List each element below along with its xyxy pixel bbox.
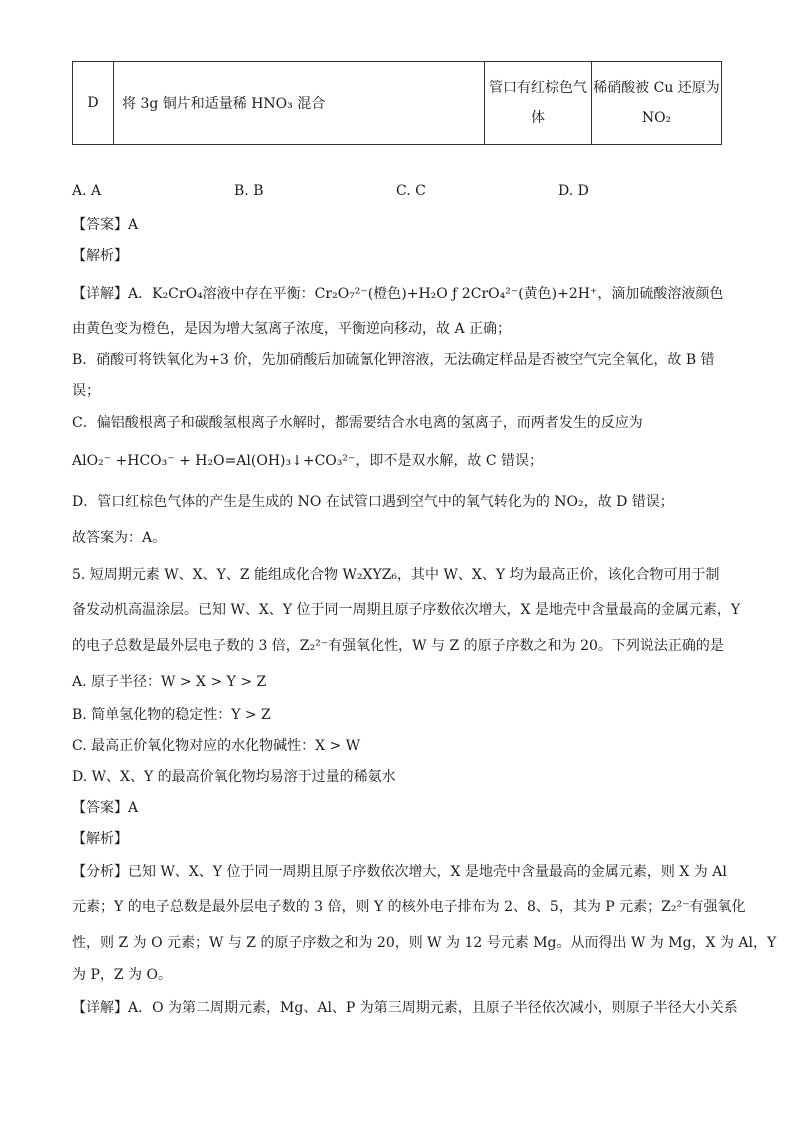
q5-analysis-2: 元素；Y 的电子总数是最外层电子数的 3 倍，则 Y 的核外电子排布为 2、8、5，其为 P 元素；Z₂²⁻有强氧化 xyxy=(72,899,746,915)
conclusion-cell xyxy=(592,62,722,145)
q4-detail-a-1: 【详解】A．K₂CrO₄溶液中存在平衡：Cr₂O₇²⁻(橙色)+H₂O ƒ 2CrO₄²⁻(黄色)+2H⁺，滴加硫酸溶液颜色 xyxy=(72,286,724,302)
choice-b: B. B xyxy=(234,183,264,199)
conclusion-line-2: NO₂ xyxy=(641,110,672,126)
q4-detail-d: D．管口红棕色气体的产生是生成的 NO 在试管口遇到空气中的氧气转化为的 NO₂，故 D 错误； xyxy=(72,494,674,510)
q5-analysis-3: 性，则 Z 为 O 元素；W 与 Z 的原子序数之和为 20，则 W 为 12 号元素 Mg。从而得出 W 为 Mg，X 为 Al，Y xyxy=(72,935,777,951)
q4-detail-c-1: C．偏铝酸根离子和碳酸氢根离子水解时，都需要结合水电离的氢离子，而两者发生的反应为 xyxy=(72,415,643,431)
option-label: D xyxy=(73,62,114,145)
q5-stem-3: 的电子总数是最外层电子数的 3 倍，Z₂²⁻有强氧化性，W 与 Z 的原子序数之和为 20。下列说法正确的是 xyxy=(72,638,724,654)
q5-analysis-4: 为 P，Z 为 O。 xyxy=(72,967,172,983)
q5-analysis-1: 【分析】已知 W、X、Y 位于同一周期且原子序数依次增大，X 是地壳中含量最高的金属元素，则 X 为 Al xyxy=(72,864,727,880)
q4-detail-b-1: B．硝酸可将铁氧化为+3 价，先加硝酸后加硫氰化钾溶液，无法确定样品是否被空气完全氧化，故 B 错 xyxy=(72,352,715,368)
q5-stem-1: 5. 短周期元素 W、X、Y、Z 能组成化合物 W₂XYZ₆，其中 W、X、Y 均为最高正价，该化合物可用于制 xyxy=(72,567,720,583)
q4-detail-c-2: AlO₂⁻ +HCO₃⁻ + H₂O=Al(OH)₃↓+CO₃²⁻，即不是双水解，故 C 错误； xyxy=(72,453,543,469)
q5-stem-2: 备发动机高温涂层。已知 W、X、Y 位于同一周期且原子序数依次增大，X 是地壳中含量最高的金属元素，Y xyxy=(72,602,741,618)
option-table xyxy=(72,61,722,145)
table-row xyxy=(73,62,722,145)
q4-detail-b-2: 误； xyxy=(72,383,100,399)
q5-option-c: C. 最高正价氧化物对应的水化物碱性：X > W xyxy=(72,738,361,754)
choice-c: C. C xyxy=(396,183,426,199)
q4-answer: 【答案】A xyxy=(72,217,139,233)
q5-answer: 【答案】A xyxy=(72,800,139,816)
q5-analysis-head: 【解析】 xyxy=(72,831,128,847)
conclusion-line-1: 稀硝酸被 Cu 还原为 xyxy=(593,80,720,96)
q5-option-d: D. W、X、Y 的最高价氧化物均易溶于过量的稀氨水 xyxy=(72,769,396,785)
choice-a: A. A xyxy=(72,183,102,199)
q4-detail-a-2: 由黄色变为橙色，是因为增大氢离子浓度，平衡逆向移动，故 A 正确； xyxy=(72,321,512,337)
q5-option-b: B. 简单氢化物的稳定性：Y > Z xyxy=(72,707,271,723)
q4-analysis-head: 【解析】 xyxy=(72,248,128,264)
q4-conclusion: 故答案为：A。 xyxy=(72,530,167,546)
choice-d: D. D xyxy=(558,183,589,199)
q5-option-a: A. 原子半径：W > X > Y > Z xyxy=(72,674,267,690)
phenomenon-cell: 管口有红棕色气体 xyxy=(485,62,592,145)
q5-detail-1: 【详解】A．O 为第二周期元素，Mg、Al、P 为第三周期元素，且原子半径依次减小，则原子半径大小关系 xyxy=(72,1000,738,1016)
operation-cell: 将 3g 铜片和适量稀 HNO₃ 混合 xyxy=(114,62,485,145)
q4-choices xyxy=(72,183,720,199)
